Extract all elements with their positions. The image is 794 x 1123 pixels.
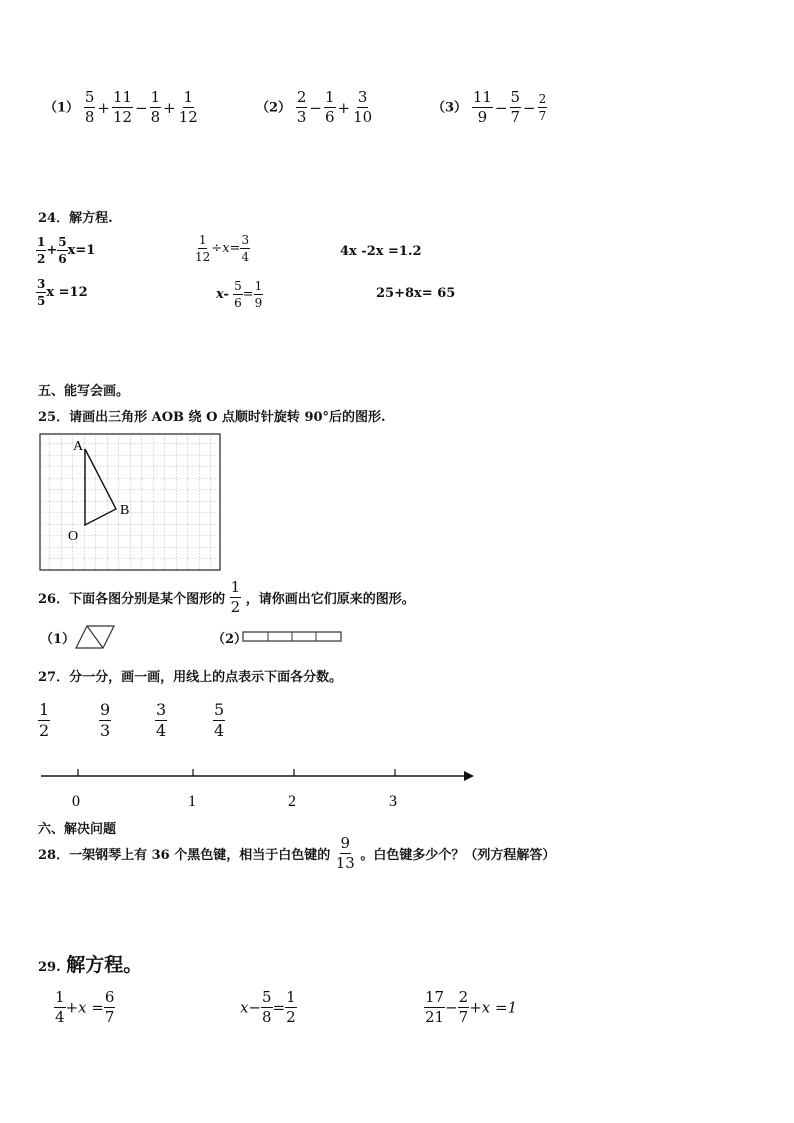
q24-equation-3: 4x -2x =1.2 [340, 244, 422, 259]
fraction-5-4: $\frac{5}{4}$ [214, 700, 225, 740]
q27-title: 27．分一分，画一画，用线上的点表示下面各分数。 [38, 670, 343, 685]
fraction: $\frac{11}{12}$ [112, 88, 133, 126]
number-line [38, 760, 480, 810]
fraction: $\frac{3}{10}$ [353, 88, 373, 126]
fraction-3-4: $\frac{3}{4}$ [156, 700, 167, 740]
q24-equation-6: 25+8x= 65 [376, 286, 456, 301]
fraction: $\frac{1}{8}$ [150, 88, 161, 126]
q26-title: 26．下面各图分别是某个图形的 $\frac{1}{2}$ ，请你画出它们原来的图形。 [38, 578, 415, 616]
item-label: （1） [44, 100, 80, 116]
q23-item-2: （2） $\frac{2}{3}$ − $\frac{1}{6}$ + $\frac{3}{10}$ [256, 88, 373, 126]
item-label: （3） [432, 100, 468, 116]
q29-equation-2: x− $\frac{5}{8}$ = $\frac{1}{2}$ [240, 988, 296, 1026]
fraction-1-2: $\frac{1}{2}$ [39, 700, 50, 740]
tick-label-2: 2 [288, 793, 296, 810]
tick-label-0: 0 [72, 793, 80, 810]
q29-equation-1: $\frac{1}{4}$ +x = $\frac{6}{7}$ [55, 988, 115, 1026]
label-o: O [68, 529, 79, 544]
arrow-head [464, 771, 474, 781]
q24-equation-4: $\frac{3}{5}$ x =12 [37, 277, 88, 308]
q26-label-1: （1） [40, 632, 76, 647]
tick-label-3: 3 [389, 793, 397, 810]
fraction: $\frac{1}{6}$ [324, 88, 335, 126]
q24-title: 24．解方程. [38, 211, 113, 226]
grid [40, 434, 220, 570]
section-6-title: 六、解决问题 [38, 822, 117, 837]
section-5-title: 五、能写会画。 [38, 384, 130, 399]
q25-title: 25．请画出三角形 AOB 绕 O 点顺时针旋转 90°后的图形. [38, 410, 386, 425]
diagonal [87, 626, 103, 648]
fraction: $\frac{5}{7}$ [510, 88, 521, 126]
q26-label-2: （2） [212, 632, 248, 647]
q29-equation-3: $\frac{17}{21}$ − $\frac{2}{7}$ +x =1 [425, 988, 518, 1026]
q24-equation-2: $\frac{1}{12}$ ÷x= $\frac{3}{4}$ [195, 233, 250, 264]
label-a: A [73, 439, 84, 454]
fraction: $\frac{2}{3}$ [296, 88, 307, 126]
q29-title: 29. 解方程。 [38, 954, 143, 976]
tick-label-1: 1 [188, 793, 196, 810]
q23-item-3: （3） $\frac{11}{9}$ − $\frac{5}{7}$ − $\frac{2}{7}$ [432, 88, 547, 126]
fraction: $\frac{5}{8}$ [84, 88, 95, 126]
fraction: $\frac{2}{7}$ [538, 92, 547, 123]
q28-title: 28．一架钢琴上有 36 个黑色键，相当于白色键的 $\frac{9}{13}$ 。白色键多少个？（列方程解答） [38, 834, 556, 872]
fraction: $\frac{1}{12}$ [178, 88, 198, 126]
q24-equation-5: x- $\frac{5}{6}$ = $\frac{1}{9}$ [216, 279, 263, 310]
q26-figure-1 [74, 624, 118, 650]
q25-grid-figure [38, 432, 224, 572]
label-b: B [120, 503, 130, 518]
item-label: （2） [256, 100, 292, 116]
q24-equation-1: $\frac{1}{2}$ + $\frac{5}{6}$ x=1 [37, 235, 96, 266]
q26-figure-2 [242, 630, 344, 644]
fraction-9-3: $\frac{9}{3}$ [100, 700, 111, 740]
fraction: $\frac{11}{9}$ [472, 88, 492, 126]
q23-item-1: （1） $\frac{5}{8}$ + $\frac{11}{12}$ − $\frac{1}{8}$ + $\frac{1}{12}$ [44, 88, 198, 126]
